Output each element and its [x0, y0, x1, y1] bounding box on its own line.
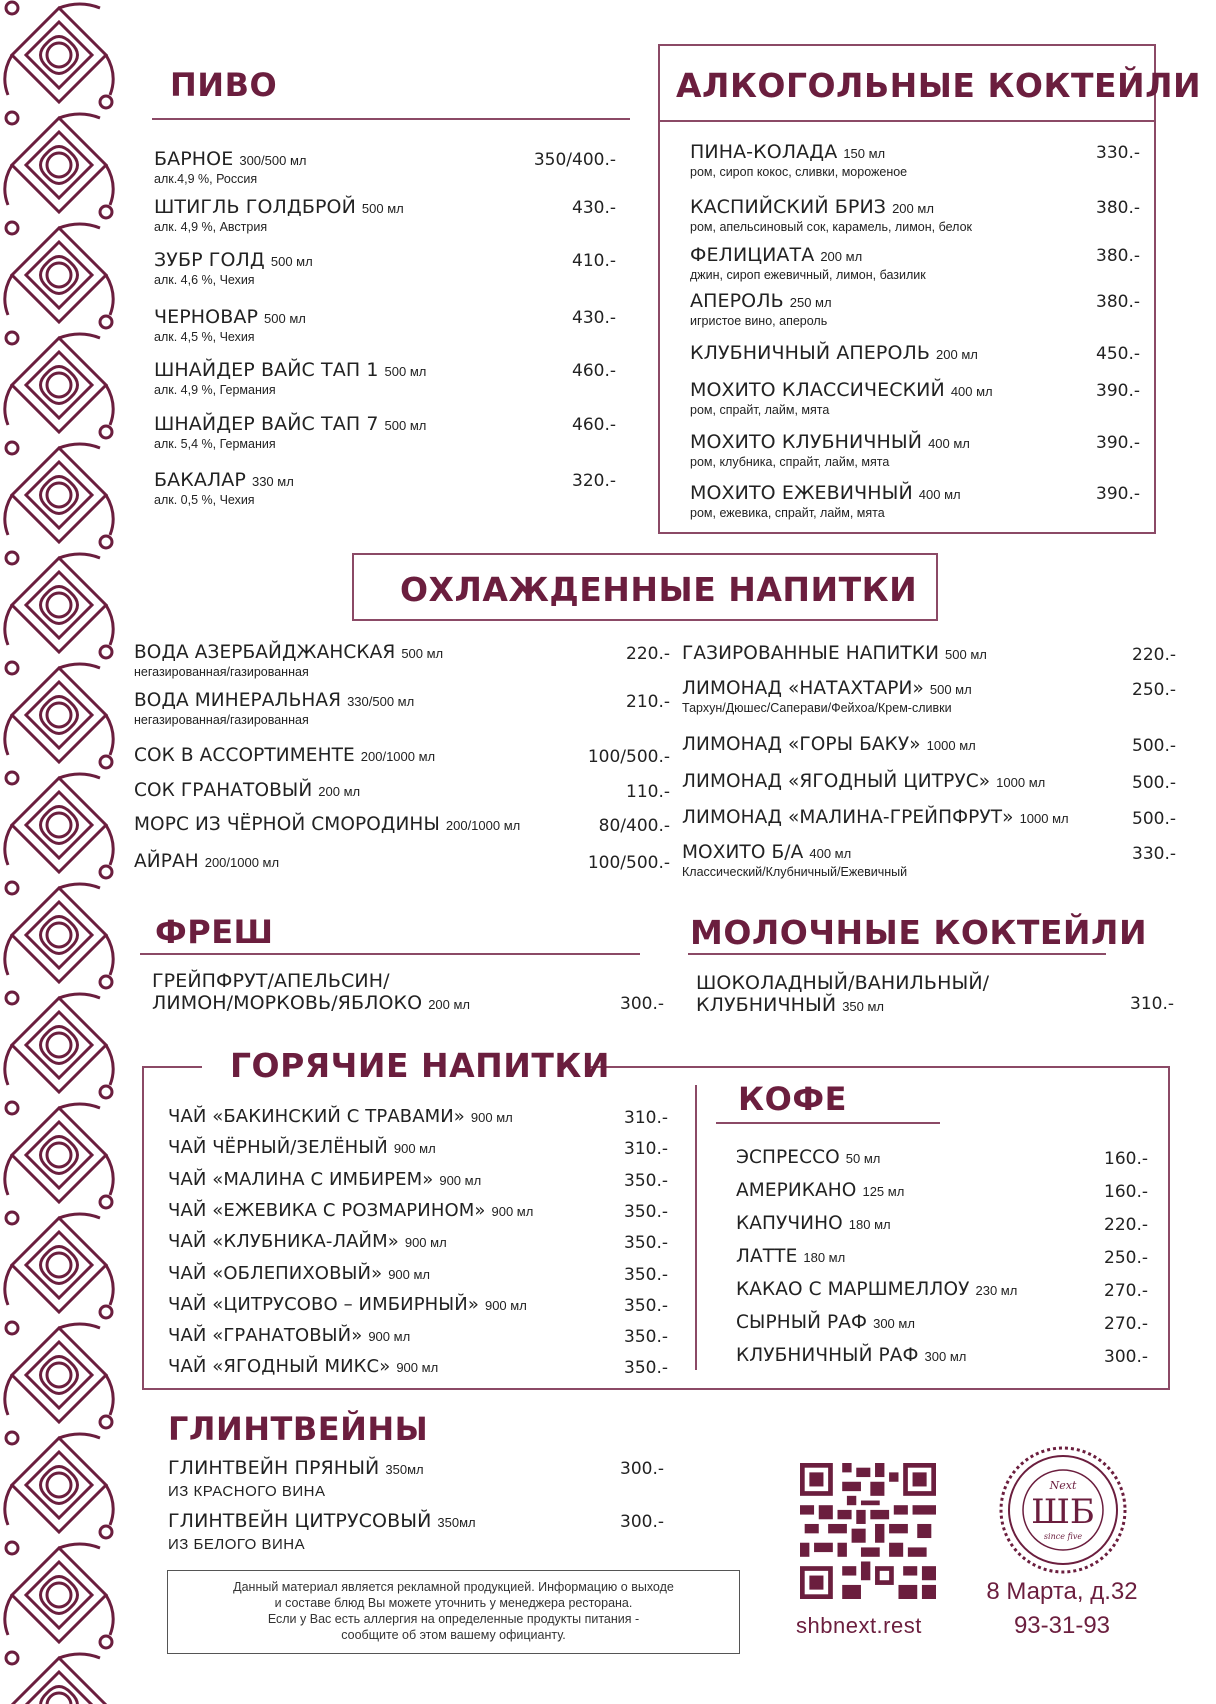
- item-price: 500.-: [1132, 736, 1176, 756]
- item-description: ром, ежевика, спрайт, лайм, мята: [690, 506, 885, 520]
- fresh-line1: ГРЕЙПФРУТ/АПЕЛЬСИН/: [152, 970, 390, 992]
- item-description: ром, спрайт, лайм, мята: [690, 403, 830, 417]
- item-name: ФЕЛИЦИАТА: [690, 244, 815, 266]
- item-name: ЛИМОНАД «ЯГОДНЫЙ ЦИТРУС»: [682, 771, 991, 792]
- item-name: ЗУБР ГОЛД: [154, 249, 265, 271]
- menu-item: [168, 1231, 447, 1252]
- menu-item: [168, 1106, 513, 1127]
- item-volume: 150 мл: [843, 146, 886, 161]
- item-description: алк. 5,4 %, Германия: [154, 437, 276, 451]
- item-volume: 500 мл: [264, 311, 306, 326]
- item-volume: 180 мл: [848, 1217, 891, 1232]
- item-price: 160.-: [1104, 1149, 1148, 1169]
- menu-item: [736, 1213, 891, 1234]
- item-description: алк. 0,5 %, Чехия: [154, 493, 255, 507]
- item-volume: 400 мл: [928, 436, 970, 451]
- menu-item: [690, 379, 993, 417]
- item-volume: 1000 мл: [996, 775, 1046, 790]
- item-volume: 300 мл: [924, 1349, 967, 1364]
- item-description: ром, апельсиновый сок, карамель, лимон, белок: [690, 220, 972, 234]
- item-volume: 200/1000 мл: [360, 749, 436, 764]
- item-name: АМЕРИКАНО: [736, 1180, 857, 1201]
- item-name: ЭСПРЕССО: [736, 1147, 840, 1168]
- item-name: ГЛИНТВЕЙН ЦИТРУСОВЫЙ: [168, 1510, 432, 1532]
- item-price: 350.-: [624, 1170, 668, 1191]
- item-price: 310.-: [624, 1139, 668, 1160]
- item-name: ЧАЙ «МАЛИНА С ИМБИРЕМ»: [168, 1168, 434, 1190]
- item-description: алк.4,9 %, Россия: [154, 172, 258, 186]
- item-price: 210.-: [626, 692, 670, 712]
- website-link[interactable]: shbnext.rest: [796, 1613, 922, 1638]
- item-volume: 200 мл: [820, 249, 863, 264]
- hot-divider: [695, 1085, 697, 1370]
- item-volume: 500 мл: [945, 647, 987, 662]
- item-name: КЛУБНИЧНЫЙ АПЕРОЛЬ: [690, 342, 931, 364]
- item-price: 430.-: [572, 198, 616, 218]
- hot-title: ГОРЯЧИЕ НАПИТКИ: [230, 1046, 610, 1085]
- milk-title: МОЛОЧНЫЕ КОКТЕЙЛИ: [690, 913, 1148, 952]
- item-volume: 125 мл: [862, 1184, 905, 1199]
- item-price: 350.-: [624, 1295, 668, 1316]
- coffee-rule: [716, 1122, 940, 1124]
- milk-item: [696, 972, 989, 1016]
- item-name: ЧАЙ «ЯГОДНЫЙ МИКС»: [168, 1356, 391, 1378]
- item-volume: 350мл: [385, 1462, 424, 1477]
- item-price: 350/400.-: [533, 150, 616, 170]
- address: 8 Марта, д.32: [986, 1578, 1138, 1605]
- item-price: 430.-: [572, 308, 616, 328]
- menu-item: [154, 249, 313, 287]
- item-volume: 500 мл: [401, 646, 444, 661]
- item-volume: 500 мл: [929, 682, 972, 697]
- item-volume: 200 мл: [318, 784, 361, 799]
- item-price: 310.-: [624, 1108, 668, 1128]
- logo-bottom-text: since five: [1043, 1532, 1083, 1541]
- item-price: 80/400.-: [598, 816, 670, 836]
- address-block: [970, 1575, 1154, 1643]
- menu-item: [154, 148, 306, 186]
- item-price: 110.-: [626, 782, 670, 802]
- item-price: 350.-: [624, 1264, 668, 1285]
- item-volume: 200 мл: [936, 347, 978, 362]
- disclaimer-line: сообщите об этом вашему официанту.: [341, 1628, 566, 1642]
- menu-item: [690, 141, 907, 179]
- item-volume: 200/1000 мл: [445, 818, 521, 833]
- item-price: 380.-: [1096, 292, 1140, 312]
- item-name: МОХИТО КЛУБНИЧНЫЙ: [690, 431, 923, 453]
- hot-rule-left: [142, 1066, 202, 1068]
- item-name: МОРС ИЗ ЧЁРНОЙ СМОРОДИНЫ: [134, 814, 440, 835]
- item-price: 300.-: [620, 1512, 664, 1532]
- item-name: ЧАЙ «ЕЖЕВИКА С РОЗМАРИНОМ»: [168, 1199, 486, 1221]
- menu-item: [690, 342, 978, 364]
- menu-item: [168, 1325, 410, 1346]
- item-name: АЙРАН: [134, 851, 199, 872]
- item-volume: 350мл: [437, 1515, 476, 1530]
- menu-item: [168, 1294, 527, 1315]
- item-volume: 500 мл: [270, 254, 313, 269]
- item-name: ГАЗИРОВАННЫЕ НАПИТКИ: [682, 643, 940, 664]
- item-price: 100/500.-: [587, 747, 670, 767]
- item-volume: 400 мл: [809, 846, 852, 861]
- item-volume: 1000 мл: [926, 738, 976, 753]
- mulled-title: ГЛИНТВЕЙНЫ: [168, 1410, 429, 1448]
- item-price: 460.-: [572, 361, 616, 381]
- ornament-border: [0, 0, 118, 1704]
- item-price: 460.-: [572, 415, 616, 435]
- disclaimer-line: и составе блюд Вы можете уточнить у менеджера ресторана.: [274, 1596, 633, 1610]
- fresh-vol: 200 мл: [428, 997, 471, 1012]
- menu-item: [134, 642, 443, 679]
- item-price: 250.-: [1132, 680, 1176, 700]
- menu-item: [690, 290, 832, 328]
- item-description: ром, сироп кокос, сливки, мороженое: [690, 165, 908, 179]
- item-price: 320.-: [572, 471, 616, 491]
- item-price: 330.-: [1132, 844, 1176, 864]
- item-volume: 330/500 мл: [347, 694, 415, 709]
- item-volume: 200/1000 мл: [204, 855, 280, 870]
- menu-item: [168, 1263, 430, 1284]
- item-name: БАРНОЕ: [154, 148, 234, 170]
- item-name: ПИНА-КОЛАДА: [690, 141, 838, 163]
- menu-item: [736, 1345, 966, 1366]
- menu-item: [168, 1457, 424, 1500]
- item-name: СОК ГРАНАТОВЫЙ: [134, 780, 313, 801]
- item-name: МОХИТО ЕЖЕВИЧНЫЙ: [690, 482, 913, 504]
- item-volume: 180 мл: [803, 1250, 846, 1265]
- item-name: ВОДА МИНЕРАЛЬНАЯ: [134, 690, 342, 711]
- item-volume: 500 мл: [384, 364, 427, 379]
- item-name: ГЛИНТВЕЙН ПРЯНЫЙ: [168, 1457, 380, 1479]
- item-volume: 250 мл: [789, 295, 832, 310]
- disclaimer: [167, 1570, 740, 1654]
- logo-main-text: ШБ: [1031, 1492, 1095, 1532]
- item-description: алк. 4,9 %, Германия: [154, 383, 276, 397]
- fresh-price: 300.-: [620, 994, 664, 1014]
- fresh-title: ФРЕШ: [155, 913, 274, 951]
- item-volume: 900 мл: [393, 1141, 436, 1157]
- item-volume: 300/500 мл: [239, 153, 307, 168]
- qr-code-icon[interactable]: [800, 1463, 936, 1599]
- item-price: 390.-: [1096, 433, 1140, 453]
- menu-item: [682, 643, 987, 664]
- item-description: алк. 4,9 %, Австрия: [154, 220, 268, 234]
- fresh-item: [152, 970, 470, 1014]
- menu-item: [690, 431, 970, 469]
- item-name: ЛИМОНАД «ГОРЫ БАКУ»: [682, 734, 921, 755]
- item-name: ВОДА АЗЕРБАЙДЖАНСКАЯ: [134, 642, 396, 663]
- item-price: 330.-: [1096, 143, 1140, 163]
- item-name: КАКАО С МАРШМЕЛЛОУ: [736, 1279, 970, 1300]
- item-price: 390.-: [1096, 484, 1140, 504]
- item-description: алк. 4,6 %, Чехия: [154, 273, 255, 287]
- menu-item: [154, 413, 426, 451]
- item-name: АПЕРОЛЬ: [690, 290, 784, 312]
- item-volume: 900 мл: [484, 1297, 527, 1313]
- item-description: игристое вино, апероль: [690, 314, 828, 328]
- item-volume: 900 мл: [388, 1266, 431, 1282]
- item-price: 250.-: [1104, 1248, 1148, 1268]
- item-price: 500.-: [1132, 809, 1176, 829]
- milk-line1: ШОКОЛАДНЫЙ/ВАНИЛЬНЫЙ/: [696, 972, 990, 994]
- milk-price: 310.-: [1130, 994, 1174, 1014]
- item-name: ЧАЙ «БАКИНСКИЙ С ТРАВАМИ»: [168, 1106, 465, 1127]
- item-name: ЛАТТЕ: [736, 1246, 798, 1267]
- fresh-line2: ЛИМОН/МОРКОВЬ/ЯБЛОКО: [152, 992, 423, 1014]
- item-name: МОХИТО КЛАССИЧЕСКИЙ: [690, 379, 945, 401]
- menu-item: [154, 196, 404, 234]
- item-price: 160.-: [1104, 1182, 1148, 1202]
- item-volume: 900 мл: [470, 1110, 513, 1125]
- item-name: ЛИМОНАД «НАТАХТАРИ»: [682, 678, 924, 699]
- item-price: 500.-: [1132, 773, 1176, 793]
- item-price: 450.-: [1096, 344, 1140, 364]
- item-price: 100/500.-: [587, 853, 670, 873]
- item-volume: 500 мл: [384, 418, 427, 433]
- menu-item: [134, 851, 279, 872]
- milk-vol: 350 мл: [842, 999, 885, 1014]
- item-name: ЧАЙ «КЛУБНИКА-ЛАЙМ»: [168, 1231, 399, 1253]
- item-name: КЛУБНИЧНЫЙ РАФ: [736, 1345, 919, 1366]
- item-name: ШТИГЛЬ ГОЛДБРОЙ: [154, 196, 356, 218]
- item-price: 410.-: [572, 251, 616, 271]
- menu-item: [736, 1312, 915, 1333]
- item-description: негазированная/газированная: [134, 713, 309, 727]
- item-price: 300.-: [620, 1459, 664, 1479]
- item-name: КАПУЧИНО: [736, 1213, 843, 1234]
- menu-item: [682, 807, 1069, 828]
- item-name: КАСПИЙСКИЙ БРИЗ: [690, 196, 887, 218]
- menu-item: [168, 1169, 481, 1190]
- item-volume: 500 мл: [361, 201, 404, 216]
- fresh-rule: [140, 953, 640, 955]
- item-volume: 400 мл: [918, 487, 961, 502]
- item-description: ИЗ БЕЛОГО ВИНА: [168, 1536, 306, 1553]
- item-price: 350.-: [624, 1327, 668, 1348]
- item-volume: 400 мл: [950, 384, 993, 399]
- menu-item: [736, 1180, 904, 1201]
- beer-rule: [152, 118, 630, 120]
- cold-title: ОХЛАЖДЕННЫЕ НАПИТКИ: [400, 570, 918, 609]
- item-name: ЧАЙ ЧЁРНЫЙ/ЗЕЛЁНЫЙ: [168, 1137, 388, 1159]
- item-volume: 300 мл: [873, 1316, 915, 1331]
- item-name: ЧАЙ «ЦИТРУСОВО – ИМБИРНЫЙ»: [168, 1293, 479, 1315]
- item-price: 380.-: [1096, 198, 1140, 218]
- item-name: ШНАЙДЕР ВАЙС ТАП 1: [154, 359, 379, 381]
- item-price: 220.-: [626, 644, 670, 664]
- cocktails-rule: [658, 120, 1156, 122]
- item-price: 220.-: [1104, 1215, 1148, 1235]
- item-description: ИЗ КРАСНОГО ВИНА: [168, 1483, 326, 1500]
- item-name: ЧАЙ «ГРАНАТОВЫЙ»: [168, 1325, 363, 1347]
- menu-item: [168, 1137, 436, 1158]
- item-name: СОК В АССОРТИМЕНТЕ: [134, 745, 355, 766]
- menu-item: [134, 814, 520, 835]
- item-price: 350.-: [624, 1358, 668, 1379]
- menu-item: [168, 1356, 438, 1377]
- item-name: ЧАЙ «ОБЛЕПИХОВЫЙ»: [168, 1262, 383, 1284]
- item-volume: 900 мл: [396, 1360, 439, 1376]
- phone: 93-31-93: [1013, 1612, 1111, 1639]
- item-volume: 200 мл: [892, 201, 934, 216]
- restaurant-logo: [998, 1445, 1128, 1575]
- menu-item: [682, 734, 976, 755]
- menu-item: [154, 359, 426, 397]
- item-price: 390.-: [1096, 381, 1140, 401]
- menu-item: [168, 1510, 476, 1553]
- disclaimer-line: Если у Вас есть аллергия на определенные продукты питания -: [267, 1612, 640, 1626]
- item-name: БАКАЛАР: [154, 469, 246, 491]
- item-volume: 900 мл: [368, 1329, 411, 1345]
- milk-rule: [688, 953, 1106, 955]
- menu-item: [682, 678, 972, 715]
- item-volume: 230 мл: [975, 1283, 1018, 1298]
- menu-item: [134, 780, 360, 801]
- item-price: 270.-: [1104, 1314, 1148, 1334]
- item-name: ЛИМОНАД «МАЛИНА-ГРЕЙПФРУТ»: [682, 807, 1014, 828]
- item-price: 270.-: [1104, 1281, 1148, 1301]
- item-description: джин, сироп ежевичный, лимон, базилик: [690, 268, 926, 282]
- menu-item: [168, 1200, 533, 1221]
- menu-item: [154, 306, 306, 344]
- item-description: ром, клубника, спрайт, лайм, мята: [690, 455, 890, 469]
- item-volume: 900 мл: [491, 1203, 534, 1219]
- item-price: 220.-: [1132, 645, 1176, 665]
- item-name: МОХИТО Б/А: [682, 842, 804, 863]
- item-name: СЫРНЫЙ РАФ: [736, 1312, 868, 1333]
- menu-item: [154, 469, 294, 507]
- item-volume: 330 мл: [251, 474, 294, 489]
- menu-item: [134, 690, 414, 727]
- menu-item: [690, 482, 961, 520]
- hot-rule-right: [590, 1066, 1170, 1068]
- menu-item: [736, 1279, 1017, 1300]
- item-volume: 50 мл: [845, 1151, 881, 1166]
- item-description: алк. 4,5 %, Чехия: [154, 330, 255, 344]
- item-description: негазированная/газированная: [134, 665, 309, 679]
- menu-item: [682, 771, 1045, 792]
- menu-item: [690, 244, 926, 282]
- disclaimer-line: Данный материал является рекламной продукцией. Информацию о выходе: [233, 1580, 674, 1594]
- item-name: ШНАЙДЕР ВАЙС ТАП 7: [154, 413, 379, 435]
- coffee-title: КОФЕ: [738, 1080, 847, 1118]
- item-price: 300.-: [1104, 1347, 1148, 1367]
- item-name: ЧЕРНОВАР: [154, 306, 259, 328]
- item-volume: 900 мл: [439, 1172, 482, 1188]
- menu-item: [736, 1147, 880, 1168]
- item-price: 380.-: [1096, 246, 1140, 266]
- item-price: 350.-: [624, 1233, 668, 1254]
- item-price: 350.-: [624, 1201, 668, 1222]
- menu-item: [690, 196, 972, 234]
- item-description: Классический/Клубничный/Ежевичный: [682, 865, 908, 879]
- logo-top-text: Next: [1049, 1479, 1077, 1492]
- item-volume: 1000 мл: [1019, 811, 1069, 826]
- menu-item: [134, 745, 435, 766]
- milk-line2: КЛУБНИЧНЫЙ: [696, 994, 837, 1016]
- item-volume: 900 мл: [404, 1235, 447, 1251]
- beer-title: ПИВО: [170, 66, 278, 104]
- cocktails-title: АЛКОГОЛЬНЫЕ КОКТЕЙЛИ: [676, 66, 1202, 105]
- menu-item: [682, 842, 907, 879]
- item-description: Тархун/Дюшес/Саперави/Фейхоа/Крем-сливки: [682, 701, 952, 715]
- menu-item: [736, 1246, 845, 1267]
